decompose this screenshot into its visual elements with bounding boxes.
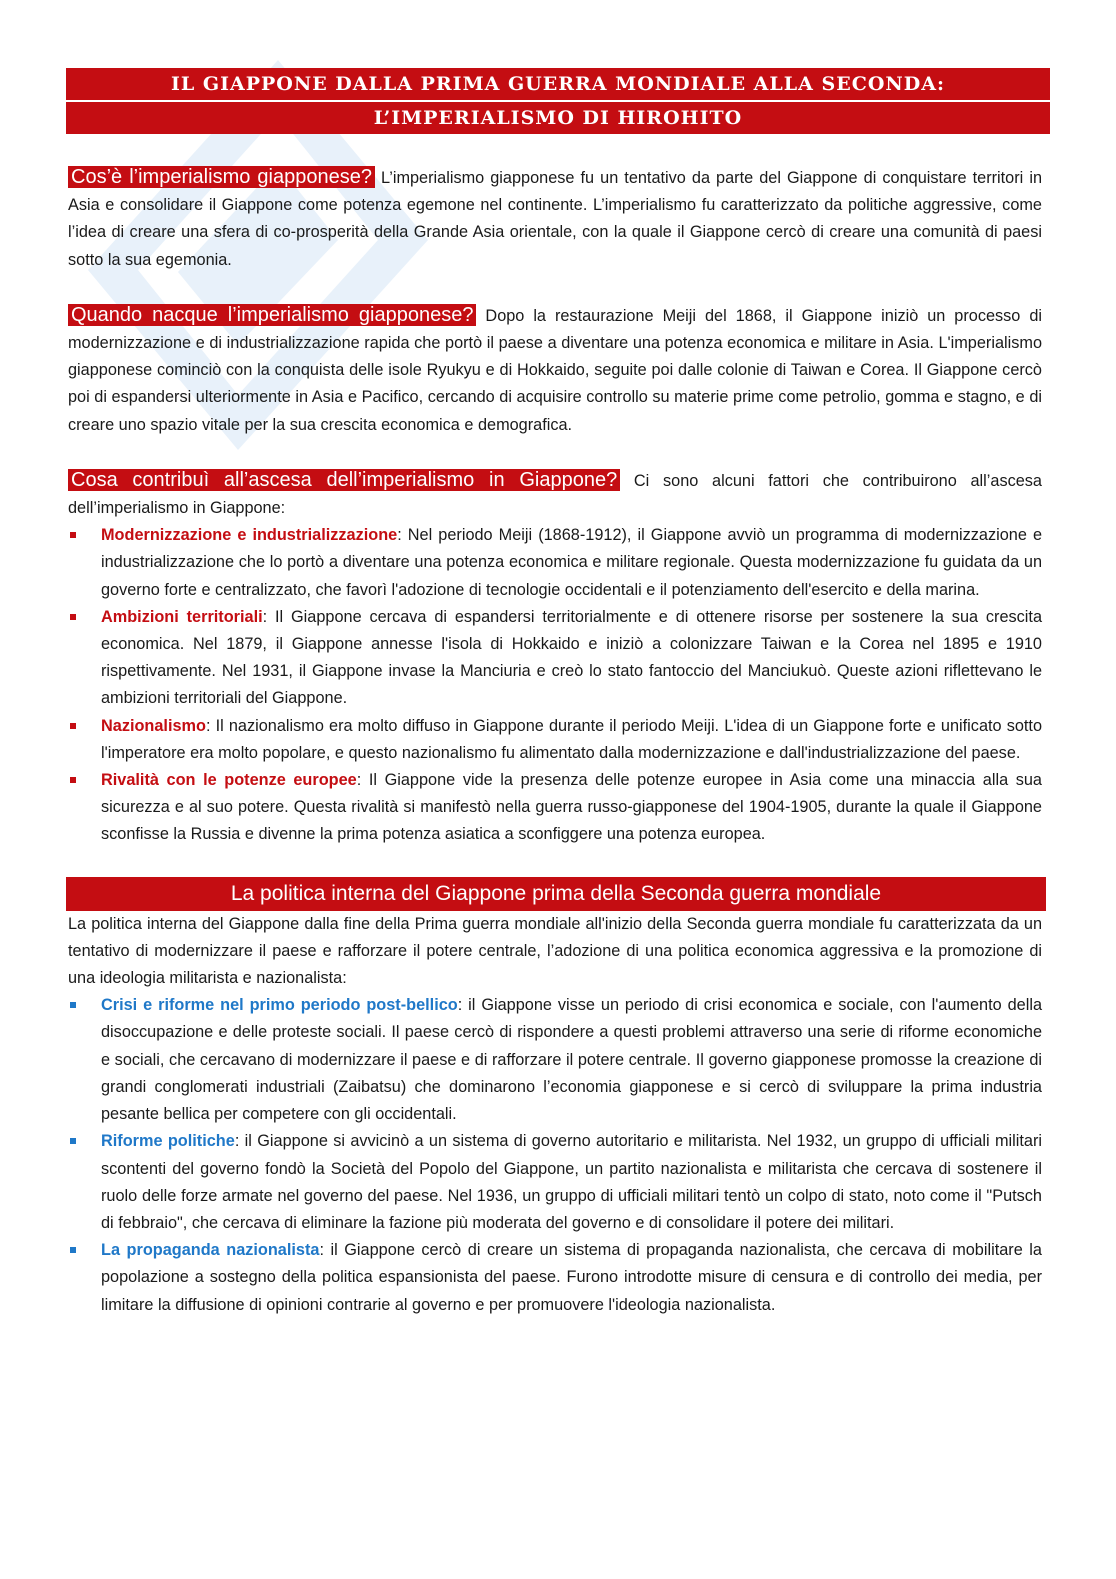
list-item-text: : il Giappone cercò di creare un sistema di propaganda nazionalista, che cercava di mobilitare la popolazione a sostegno della politica espansionista del paese. Furono introdotte misure di censura e di controllo dei media, per limitare la diffusione di opinioni contrarie al governo e per promuovere l'ideologia nazionalista. [101,1241,1042,1314]
title-line-2: L’IMPERIALISMO DI HIROHITO [373,107,743,129]
paragraph-q2 [68,302,1042,439]
paragraph-q3 [68,467,1042,522]
list-item [68,1128,1042,1237]
list-item-term: Rivalità con le potenze europee [101,771,357,790]
question-label: Cosa contribuì all’ascesa dell’imperialismo in Giappone? [68,469,620,491]
list-item-term: Riforme politiche [101,1132,235,1151]
list-item-term: Nazionalismo [101,716,206,735]
square-bullet-icon [70,532,76,538]
paragraph-text: Ci sono alcuni fattori che contribuirono all’ascesa dell’imperialismo in Giappone: [68,471,1042,518]
policy-list [68,992,1042,1318]
section-intro: La politica interna del Giappone dalla fine della Prima guerra mondiale all'inizio della Seconda guerra mondiale fu caratterizzata da un tentativo di modernizzare il paese e rafforzare il potere centrale, l’adozione di una politica economica aggressiva e la promozione di una ideologia militarista e nazionalista: [68,914,1042,988]
list-item [68,767,1042,849]
square-bullet-icon [70,723,76,729]
list-item [68,604,1042,713]
list-item-term: Crisi e riforme nel primo periodo post-bellico [101,996,458,1015]
square-bullet-icon [70,1002,76,1008]
list-item-text: : Il Giappone vide la presenza delle potenze europee in Asia come una minaccia alla sua sicurezza e al suo potere. Questa rivalità si manifestò nella guerra russo-giapponese del 1904-1905, durante la quale il Giappone sconfisse la Russia e divenne la prima potenza asiatica a sconfiggere una potenza europea. [101,771,1042,844]
paragraph-text: L’imperialismo giapponese fu un tentativo da parte del Giappone di conquistare territori in Asia e consolidare il Giappone come potenza egemone nel continente. L’imperialismo fu caratterizzato da politiche aggressive, come l’idea di creare una sfera di co-prosperità della Grande Asia orientale, con la quale il Giappone cercò di creare una comunità di paesi sotto la sua egemonia. [68,169,1042,269]
paragraph-q1 [68,164,1042,274]
spacer [68,439,1042,467]
list-item-term: La propaganda nazionalista [101,1241,320,1260]
question-label: Quando nacque l’imperialismo giapponese? [68,304,476,326]
title-line-1: IL GIAPPONE DALLA PRIMA GUERRA MONDIALE ALLA SECONDA: [171,73,945,95]
list-item [68,522,1042,604]
spacer [68,274,1042,302]
list-item-text: : Nel periodo Meiji (1868-1912), il Giappone avviò un programma di modernizzazione e industrializzazione che lo portò a diventare una potenza economica e militare regionale. Questa modernizzazione fu guidata da un governo forte e centralizzato, che favorì l'adozione di tecnologie occidentali e il potenziamento dell'esercito e della marina. [101,526,1042,599]
square-bullet-icon [70,777,76,783]
title-banner [66,68,1050,134]
list-item-text: : il Giappone visse un periodo di crisi economica e sociale, con l'aumento della disoccupazione e delle proteste sociali. Il paese cercò di rispondere a questi problemi attraverso una serie di riforme economiche e sociali, che cercavano di modernizzare il paese e di rafforzare il potere centrale. Il governo giapponese promosse la creazione di grandi conglomerati industriali (Zaibatsu) che dominarono l’economia giapponese e si cercò di sviluppare la prima industria pesante bellica per competere con gli occidentali. [101,996,1042,1124]
list-item [68,1237,1042,1319]
paragraph-text: Dopo la restaurazione Meiji del 1868, il Giappone iniziò un processo di modernizzazione e di industrializzazione rapida che portò il paese a diventare una potenza economica e militare in Asia. L'imperialismo giapponese cominciò con la conquista delle isole Ryukyu e di Hokkaido, seguite poi dalle colonie di Taiwan e Corea. Il Giappone cercò poi di espandersi ulteriormente in Asia e Pacifico, cercando di acquisire controllo su materie prime come petrolio, gomma e stagno, e di creare uno spazio vitale per la sua crescita economica e demografica. [68,306,1042,434]
list-item [68,992,1042,1128]
factors-list [68,522,1042,848]
main-content [68,164,1042,1319]
spacer [68,849,1042,877]
section-heading: La politica interna del Giappone prima della Seconda guerra mondiale [66,877,1046,911]
square-bullet-icon [70,614,76,620]
list-item [68,713,1042,767]
question-label: Cos’è l’imperialismo giapponese? [68,166,375,188]
square-bullet-icon [70,1138,76,1144]
list-item-text: : il Giappone si avvicinò a un sistema di governo autoritario e militarista. Nel 1932, un gruppo di ufficiali militari scontenti del governo fondò la Società del Popolo del Giappone, un partito nazionalista e militarista che cercava di sostenere il ruolo delle forze armate nel governo del paese. Nel 1936, un gruppo di ufficiali militari tentò un colpo di stato, noto come il "Putsch di febbraio", che cercava di eliminare la fazione più moderata del governo e di consolidare il potere dei militari. [101,1132,1042,1232]
list-item-term: Modernizzazione e industrializzazione [101,526,398,545]
list-item-term: Ambizioni territoriali [101,607,263,626]
square-bullet-icon [70,1247,76,1253]
list-item-text: : Il nazionalismo era molto diffuso in Giappone durante il periodo Meiji. L'idea di un Giappone forte e unificato sotto l'imperatore era molto popolare, e questo nazionalismo fu alimentato dalla modernizzazione e dall'industrializzazione del paese. [101,716,1042,762]
list-item-text: : Il Giappone cercava di espandersi territorialmente e di ottenere risorse per sostenere la sua crescita economica. Nel 1879, il Giappone annesse l'isola di Hokkaido e iniziò a colonizzare Taiwan e la Corea nel 1895 e 1910 rispettivamente. Nel 1931, il Giappone invase la Manciuria e creò lo stato fantoccio del Manciukuò. Queste azioni riflettevano le ambizioni territoriali del Giappone. [101,607,1042,708]
